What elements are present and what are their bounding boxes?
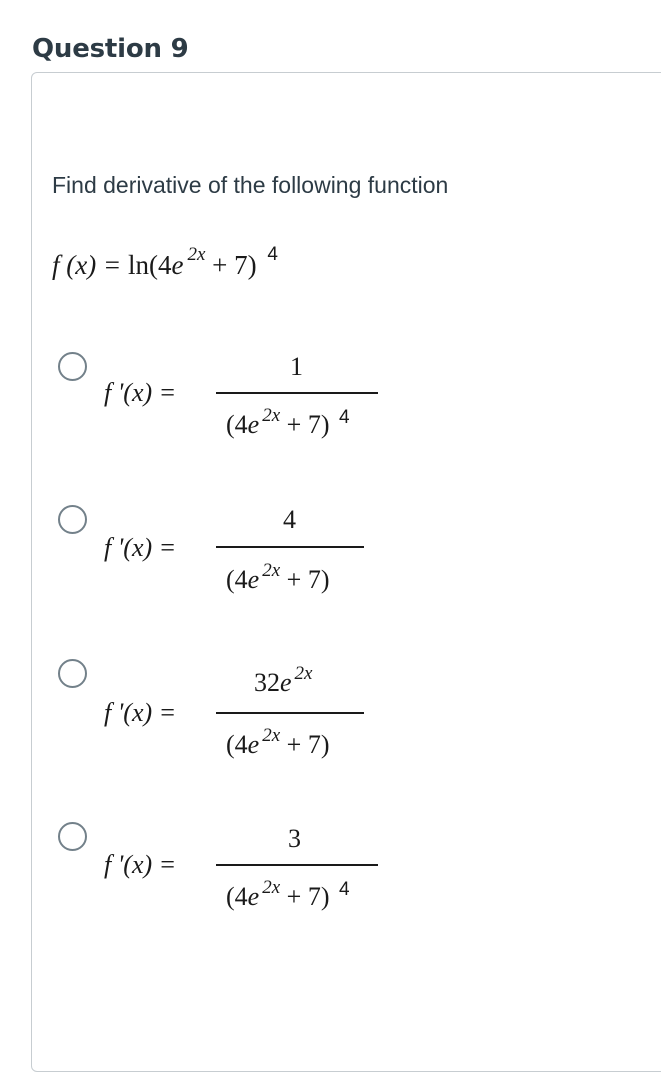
option-3-numerator [254,663,313,698]
option-4-den-exp: 2x [262,877,281,898]
question-title: Question 9 [32,34,189,64]
option-1-den-exp: 2x [262,405,281,426]
option-4-numerator: 3 [288,824,301,853]
option-3-radio[interactable] [58,659,87,688]
option-4-den-base: e [247,882,260,911]
option-2-lhs-text: f '(x) = [104,533,177,562]
option-4-den-power: 4 [338,879,350,900]
function-tail: + 7) [212,250,257,280]
option-2-fraction-bar [216,546,364,548]
option-3-num-exp: 2x [294,663,313,684]
option-3-lhs [104,698,176,728]
option-3-lhs-text: f '(x) = [104,698,177,727]
option-1-radio[interactable] [58,352,87,381]
option-2-den-tail: + 7) [286,565,330,594]
option-2-den-base: e [247,565,260,594]
option-3-den-base: e [247,730,260,759]
option-1-den-power: 4 [338,407,350,428]
function-base: e [171,250,184,280]
option-4-den-tail: + 7) [286,882,330,911]
option-3-fraction-bar [216,712,364,714]
function-lhs: f (x) = [52,250,122,280]
option-3-denominator [226,725,330,760]
function-expression [52,244,278,281]
option-2-den-exp: 2x [262,560,281,581]
option-1-lhs [104,378,176,408]
option-1-den-tail: + 7) [286,410,330,439]
option-1-denominator [226,405,350,440]
function-open-paren: ( [148,250,158,280]
function-exponent: 2x [187,244,206,265]
option-2-numerator: 4 [283,505,296,534]
question-card [31,72,661,1072]
option-4-fraction-bar [216,864,378,866]
option-1-fraction-bar [216,392,378,394]
option-3-den-coef: 4 [234,730,248,759]
option-4-denominator [226,877,350,912]
option-4-radio[interactable] [58,822,87,851]
option-3-den-exp: 2x [262,725,281,746]
option-1-den-coef: 4 [234,410,248,439]
option-3-num-coef: 32 [254,668,280,697]
option-2-den-open: ( [226,565,235,594]
option-3-den-tail: + 7) [286,730,330,759]
option-3-den-open: ( [226,730,235,759]
option-3-num-base: e [280,668,292,697]
function-coef: 4 [157,250,172,280]
option-1-lhs-text: f '(x) = [104,378,177,407]
function-power: 4 [267,244,278,265]
option-1-den-open: ( [226,410,235,439]
function-ln: ln [127,250,149,280]
option-4-den-coef: 4 [234,882,248,911]
option-1-numerator: 1 [290,352,303,381]
option-4-den-open: ( [226,882,235,911]
option-2-den-coef: 4 [234,565,248,594]
option-1-den-base: e [247,410,260,439]
option-4-lhs [104,850,176,880]
question-prompt: Find derivative of the following function [52,172,449,198]
option-2-radio[interactable] [58,505,87,534]
option-2-lhs [104,533,176,563]
option-2-denominator [226,560,330,595]
option-4-lhs-text: f '(x) = [104,850,177,879]
